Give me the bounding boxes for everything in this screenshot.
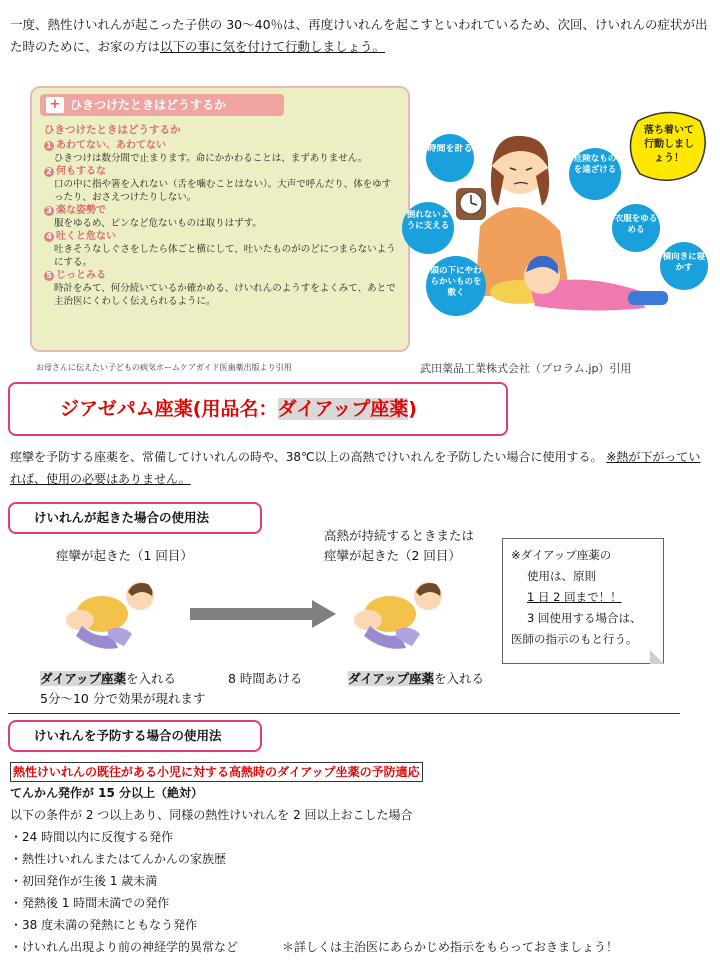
note-fold	[650, 650, 664, 664]
drug-title-suffix: )	[408, 398, 417, 420]
condition-item: ・熱性けいれんまたはてんかんの家族歴	[10, 852, 227, 866]
first-aid-citation: お母さんに伝えたい子どもの病気ホームケアガイド医歯薬出版より引用	[36, 363, 292, 372]
insert-suffix: を入れる	[126, 671, 177, 686]
bubble-support-text: 倒れないように支える	[406, 210, 450, 231]
second-episode-label-line2: 痙攣が起きた（2 回目）	[324, 548, 461, 563]
first-aid-item-3	[44, 204, 396, 230]
item-title: じっとみる	[56, 270, 106, 281]
number-icon: 1	[44, 141, 54, 151]
drug-name-highlight: ダイアップ座薬	[40, 671, 127, 686]
drug-description-text: 痙攣を予防する座薬を、常備してけいれんの時や、38℃以上の高熱でけいれんを予防したい場合に使用する。	[10, 450, 603, 464]
second-episode-label-line1: 高熱が持続するときまたは	[324, 528, 475, 543]
number-icon: 3	[44, 206, 54, 216]
insert-suffix: を入れる	[434, 671, 485, 686]
intro-paragraph	[10, 14, 710, 58]
prevention-alert: 熱性けいれんの既往がある小児に対する高熱時のダイアップ坐薬の予防適応	[10, 762, 423, 782]
drug-name-highlight: ダイアップ座薬	[348, 671, 435, 686]
bubble-danger-text: 危険なものを遠ざける	[573, 154, 617, 175]
condition-intro: 以下の条件が 2 つ以上あり、同様の熱性けいれんを 2 回以上おこした場合	[10, 808, 413, 822]
condition-item: ・初回発作が生後 1 歳未満	[10, 874, 158, 888]
drug-title-highlight: ダイアップ座薬	[277, 398, 409, 420]
first-aid-header-text: ひきつけたときはどうするか	[70, 98, 227, 112]
first-aid-item-1	[44, 139, 396, 165]
first-aid-item-5	[44, 269, 396, 308]
drug-title-prefix: ジアゼパム座薬(用品名：	[60, 398, 278, 420]
item-text: 服をゆるめ、ピンなど危ないものは取りはずす。	[54, 218, 262, 229]
clock-icon	[456, 188, 486, 220]
item-title: 吐くと危ない	[56, 231, 116, 242]
arrow-right-icon	[190, 600, 336, 628]
usage-section-label: けいれんが起きた場合の使用法	[8, 502, 262, 534]
first-aid-header	[40, 94, 284, 116]
bubble-side-text: 横向きに寝かす	[662, 252, 706, 273]
condition-item: ・発熱後 1 時間未満での発作	[10, 896, 170, 910]
epilepsy-condition: てんかん発作が 15 分以上（絶対）	[10, 786, 204, 800]
second-insert-label	[348, 669, 484, 689]
first-aid-item-2	[44, 165, 396, 204]
bubble-soft-text: 頭の下にやわらかいものを敷く	[430, 266, 482, 298]
note-line-2: 使用は、原則	[527, 569, 596, 583]
bubble-clothes-text: 衣服をゆるめる	[614, 214, 658, 235]
item-text: ひきつけは数分間で止まります。命にかかわることは、まずありません。	[54, 153, 368, 164]
usage-limit-note	[502, 538, 664, 664]
intro-underlined: 以下の事に気を付けて行動しましょう。	[160, 39, 386, 54]
item-title: あわてない、あわてない	[56, 140, 166, 151]
interval-label: 8 時間あける	[228, 671, 303, 686]
illustration-citation: 武田薬品工業株式会社（プロラム.jp）引用	[420, 362, 632, 375]
suppository-illustration-first	[62, 574, 172, 654]
drug-title-box	[8, 382, 508, 436]
item-text: 吐きそうなしぐさをしたら体ごと横にして、吐いたものがのどにつまらないようにする。	[54, 244, 396, 268]
item-text: 口の中に指や箸を入れない（舌を噛むことはない）。大声で呼んだり、体をゆすったり、おさえつけたりしない。	[54, 179, 392, 203]
first-episode-label: 痙攣が起きた（1 回目）	[56, 548, 193, 563]
note-line-3: 1 日 2 回まで！！	[527, 590, 622, 604]
first-aid-kit-icon: +	[46, 97, 64, 113]
number-icon: 4	[44, 232, 54, 242]
first-aid-subtitle: ひきつけたときはどうするか	[44, 124, 181, 136]
drug-description-note: ※熱が下がっていれば、使用の必要はありません。	[10, 450, 701, 486]
note-line-1: ※ダイアップ座薬の	[511, 548, 612, 562]
number-icon: 5	[44, 271, 54, 281]
suppository-illustration-second	[350, 574, 460, 654]
condition-item: ・24 時間以内に反復する発作	[10, 830, 174, 844]
final-note: ＊詳しくは主治医にあらかじめ指示をもらっておきましょう！	[282, 940, 619, 954]
first-insert-label	[40, 669, 176, 689]
caregiver-illustration	[400, 96, 710, 346]
note-line-5: 医師の指示のもと行う。	[511, 632, 638, 646]
first-aid-box	[30, 86, 410, 352]
section-divider	[8, 713, 680, 714]
condition-item: ・けいれん出現より前の神経学的異常など	[10, 940, 239, 954]
intro-text: 一度、熱性けいれんが起こった子供の 30～40％は、再度けいれんを起こすといわれているため、次回、けいれんの症状が出た時のために、お家の方は	[10, 17, 708, 54]
prevention-section-label: けいれんを予防する場合の使用法	[8, 720, 262, 752]
effect-label: 5分～10 分で効果が現れます	[40, 691, 206, 706]
number-icon: 2	[44, 167, 54, 177]
drug-description	[10, 446, 710, 490]
note-line-4: 3 回使用する場合は、	[527, 611, 642, 625]
item-title: 何もするな	[56, 166, 106, 177]
item-text: 時計をみて、何分続いているか確かめる、けいれんのようすをよくみて、あとで主治医にくわしく伝えられるように。	[54, 283, 396, 307]
child-figure	[524, 256, 668, 311]
item-title: 楽な姿勢で	[56, 205, 106, 216]
bubble-time-text: 時間を計る	[427, 144, 473, 154]
condition-item: ・38 度未満の発熱にともなう発作	[10, 918, 198, 932]
first-aid-item-4	[44, 230, 396, 269]
bubble-calm-text: 落ち着いて行動しましょう！	[644, 125, 694, 164]
